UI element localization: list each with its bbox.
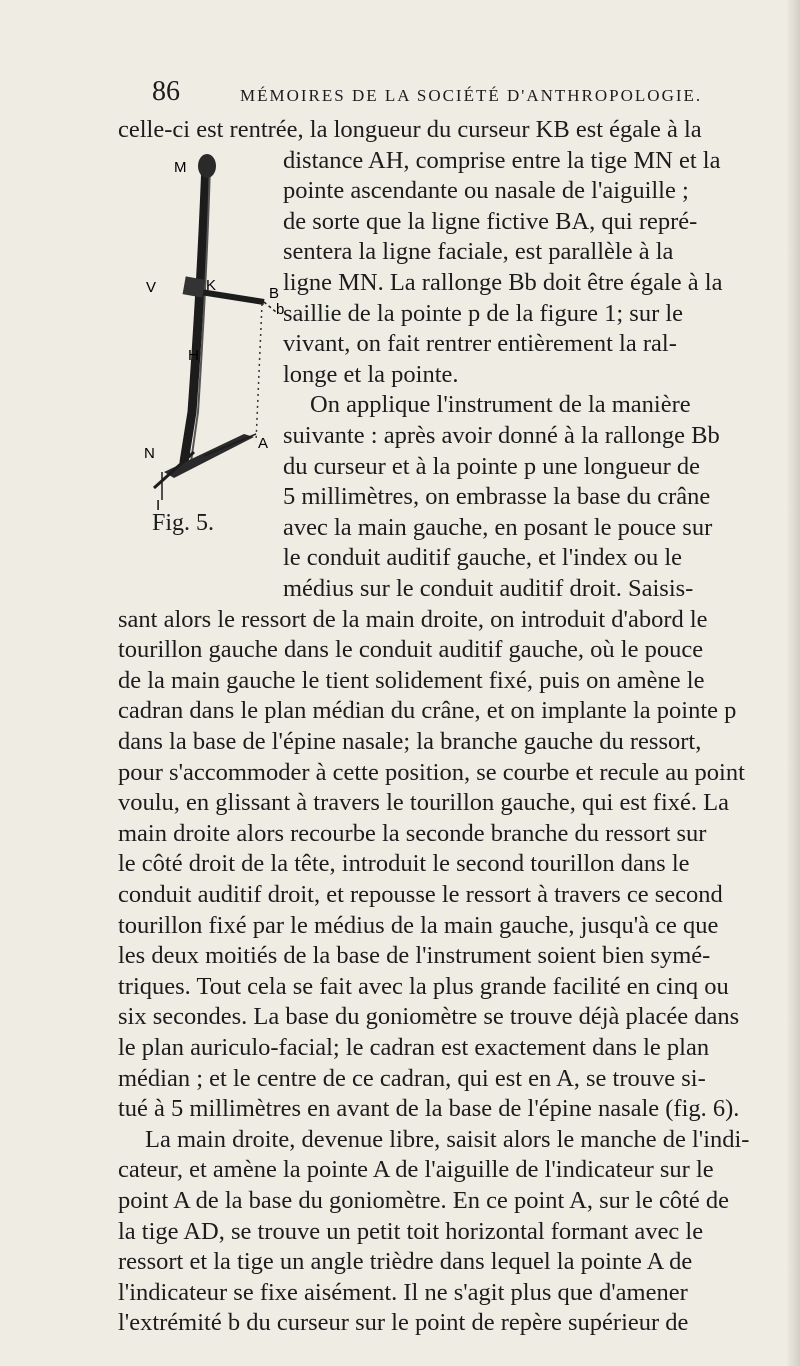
- page-header: [0, 76, 800, 116]
- label-b-lower: b: [276, 301, 284, 318]
- text-line: tourillon fixé par le médius de la main gauche, jusqu'à ce que: [118, 911, 719, 939]
- text-line: sant alors le ressort de la main droite, on introduit d'abord le: [118, 605, 708, 633]
- text-line: suivante : après avoir donné à la rallonge Bb: [283, 422, 720, 449]
- text-line: point A de la base du goniomètre. En ce point A, sur le côté de: [118, 1187, 729, 1214]
- text-line: médian ; et le centre de ce cadran, qui est en A, se trouve si-: [118, 1064, 706, 1092]
- text-line: tourillon gauche dans le conduit auditif gauche, où le pouce: [118, 636, 704, 664]
- text-line: de sorte que la ligne fictive BA, qui repré-: [283, 207, 698, 235]
- text-line: dans la base de l'épine nasale; la branche gauche du ressort,: [118, 728, 702, 755]
- facial-line-ba: [256, 304, 262, 442]
- text-line: voulu, en glissant à travers le tourillon gauche, qui est fixé. La: [118, 789, 729, 817]
- text-line: le conduit auditif gauche, et l'index ou le: [283, 544, 683, 572]
- text-line: cateur, et amène la pointe A de l'aiguille de l'indicateur sur le: [118, 1156, 714, 1184]
- text-line: La main droite, devenue libre, saisit alors le manche de l'indi-: [145, 1125, 750, 1153]
- stem-mn: [184, 162, 206, 462]
- label-n: N: [144, 445, 155, 462]
- text-line: conduit auditif droit, et repousse le ressort à travers ce second: [118, 881, 723, 908]
- text-line: l'indicateur se fixe aisément. Il ne s'agit plus que d'amener: [118, 1278, 688, 1306]
- label-h: H: [188, 347, 199, 364]
- text-line: longe et la pointe.: [283, 360, 459, 388]
- text-line: le côté droit de la tête, introduit le second tourillon dans le: [118, 850, 690, 878]
- text-line: saillie de la pointe p de la figure 1; sur le: [283, 299, 684, 327]
- top-knob: [198, 154, 216, 178]
- page-number: 86: [152, 76, 180, 107]
- page-edge-shadow: [786, 0, 800, 1366]
- text-line: distance AH, comprise entre la tige MN et la: [283, 146, 721, 174]
- text-line: main droite alors recourbe la seconde branche du ressort sur: [118, 819, 707, 847]
- text-line: vivant, on fait rentrer entièrement la ral-: [283, 330, 677, 358]
- text-line: avec la main gauche, en posant le pouce sur: [283, 513, 713, 541]
- text-line: ligne MN. La rallonge Bb doit être égale à la: [283, 269, 723, 296]
- figure-caption: Fig. 5.: [152, 510, 215, 536]
- text-line: cadran dans le plan médian du crâne, et on implante la pointe p: [118, 697, 737, 725]
- label-a: A: [258, 435, 269, 452]
- rallonge-bb: [264, 302, 276, 312]
- text-line: de la main gauche le tient solidement fixé, puis on amène le: [118, 666, 705, 694]
- text-line: 5 millimètres, on embrasse la base du crâne: [283, 483, 711, 511]
- text-line: les deux moitiés de la base de l'instrument soient bien symé-: [118, 942, 711, 970]
- text-line: pointe ascendante ou nasale de l'aiguille ;: [283, 177, 689, 205]
- text-line: du curseur et à la pointe p une longueur de: [283, 452, 701, 480]
- text-line: triques. Tout cela se fait avec la plus grande facilité en cinq ou: [118, 972, 729, 1000]
- text-line: celle-ci est rentrée, la longueur du curseur KB est égale à la: [118, 116, 702, 143]
- text-line: sentera la ligne faciale, est parallèle à la: [283, 238, 674, 266]
- text-line: le plan auriculo-facial; le cadran est exactement dans le plan: [118, 1034, 710, 1061]
- label-b-upper: B: [269, 285, 280, 302]
- text-line: médius sur le conduit auditif droit. Saisis-: [283, 575, 694, 602]
- text-line: tué à 5 millimètres en avant de la base de l'épine nasale (fig. 6).: [118, 1095, 740, 1123]
- label-v: V: [146, 279, 157, 296]
- figure-5-instrument-diagram: [144, 152, 284, 512]
- text-line: ressort et la tige un angle trièdre dans lequel la pointe A de: [118, 1248, 693, 1276]
- text-line: six secondes. La base du goniomètre se trouve déjà placée dans: [118, 1003, 740, 1031]
- text-line: pour s'accommoder à cette position, se courbe et recule au point: [118, 758, 745, 786]
- running-head: MÉMOIRES DE LA SOCIÉTÉ D'ANTHROPOLOGIE.: [240, 86, 703, 105]
- label-i: I: [156, 497, 161, 512]
- label-k: K: [206, 277, 217, 294]
- text-line: l'extrémité b du curseur sur le point de repère supérieur de: [118, 1309, 689, 1337]
- text-line: On applique l'instrument de la manière: [310, 391, 691, 419]
- label-m: M: [174, 159, 187, 176]
- text-line: la tige AD, se trouve un petit toit horizontal formant avec le: [118, 1217, 704, 1245]
